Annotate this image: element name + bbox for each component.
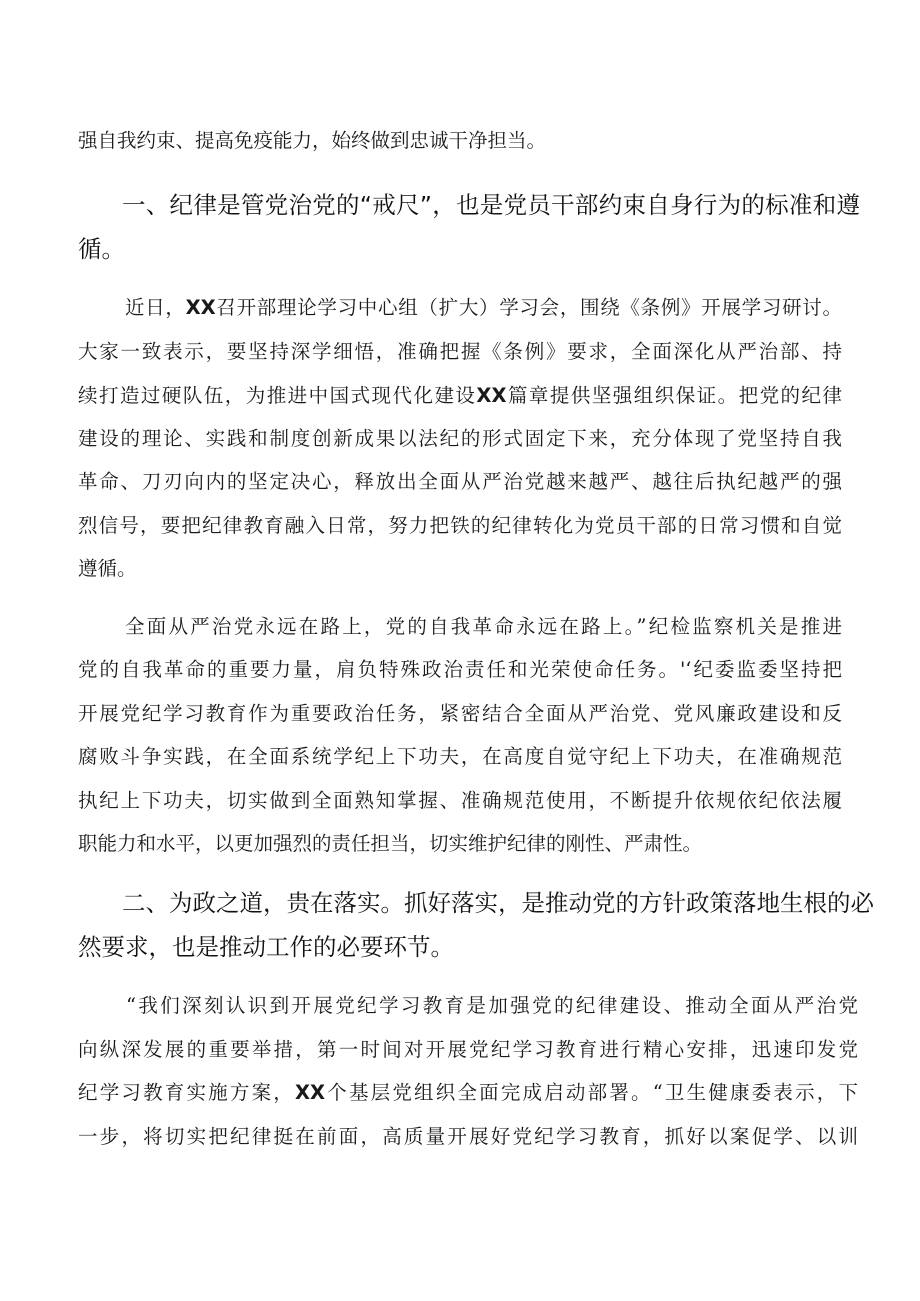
paragraph-1-line-1: 近日，XX召开部理论学习中心组（扩大）学习会，围绕《条例》开展学习研讨。 [125,296,842,319]
paragraph-1-line-5: 革命、刀刃向内的坚定决心，释放出全面从严治党越来越严、越往后执纪越严的强 [78,470,842,493]
section-heading-2-line-1: 二、为政之道，贵在落实。抓好落实，是推动党的方针政策落地生根的必 [122,889,874,917]
paragraph-1-line-3: 续打造过硬队伍，为推进中国式现代化建设XX篇章提供坚强组织保证。把党的纪律 [78,384,842,407]
paragraph-1-line-4: 建设的理论、实践和制度创新成果以法纪的形式固定下来，充分体现了党坚持自我 [78,427,842,450]
paragraph-2-line-4: 腐败斗争实践，在全面系统学纪上下功夫，在高度自觉守纪上下功夫，在准确规范 [78,745,842,768]
paragraph-2-line-3: 开展党纪学习教育作为重要政治任务，紧密结合全面从严治党、党风廉政建设和反 [78,702,842,725]
paragraph-1-line-7: 遵循。 [78,557,137,580]
paragraph-3-line-1: “我们深刻认识到开展党纪学习教育是加强党的纪律建设、推动全面从严治党 [126,994,858,1017]
paragraph-1-line-2: 大家一致表示，要坚持深学细悟，准确把握《条例》要求，全面深化从严治部、持 [78,340,842,363]
section-heading-1-line-1: 一、纪律是管党治党的“戒尺”，也是党员干部约束自身行为的标准和遵 [122,191,860,219]
paragraph-2-line-5: 执纪上下功夫，切实做到全面熟知掌握、准确规范使用，不断提升依规依纪依法履 [78,789,842,812]
section-heading-1-line-2: 循。 [78,235,125,263]
paragraph-continuation-line: 强自我约束、提高免疫能力，始终做到忠诚干净担当。 [78,129,547,152]
paragraph-1-line-6: 烈信号，要把纪律教育融入日常，努力把铁的纪律转化为党员干部的日常习惯和自觉 [78,514,842,537]
paragraph-3-line-4: 一步，将切实把纪律挺在前面，高质量开展好党纪学习教育，抓好以案促学、以训 [78,1125,858,1148]
paragraph-3-line-3: 纪学习教育实施方案，XX个基层党组织全面完成启动部署。“卫生健康委表示，下 [78,1081,858,1104]
paragraph-2-line-2: 党的自我革命的重要力量，肩负特殊政治责任和光荣使命任务。'‘纪委监委坚持把 [78,658,842,681]
paragraph-2-line-1: 全面从严治党永远在路上，党的自我革命永远在路上。”纪检监察机关是推进 [125,615,842,638]
paragraph-2-line-6: 职能力和水平，以更加强烈的责任担当，切实维护纪律的刚性、严肃性。 [78,832,703,855]
section-heading-2-line-2: 然要求，也是推动工作的必要环节。 [78,933,454,961]
paragraph-3-line-2: 向纵深发展的重要举措，第一时间对开展党纪学习教育进行精心安排，迅速印发党 [78,1038,858,1061]
